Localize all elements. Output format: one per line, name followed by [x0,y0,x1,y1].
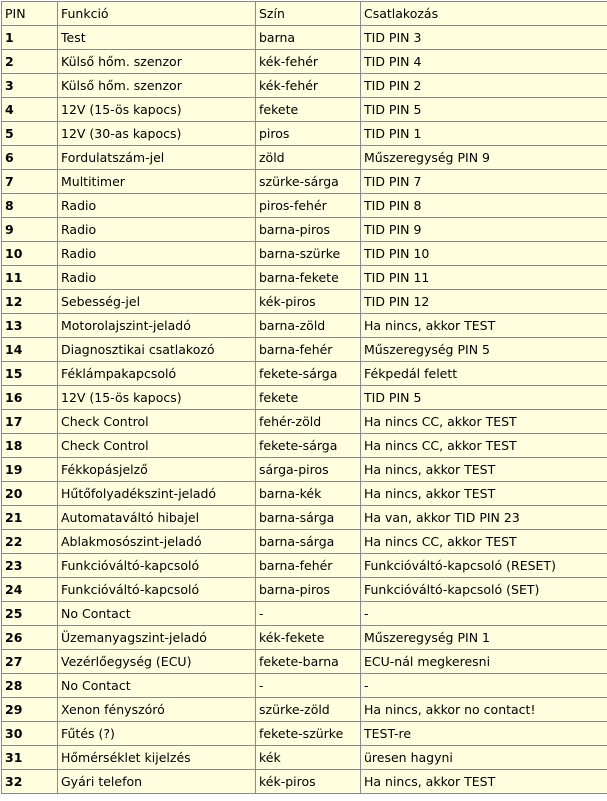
connection-cell: TID PIN 12 [361,290,607,314]
pin-cell: 25 [2,602,58,626]
pin-cell: 26 [2,626,58,650]
function-cell: Radio [58,266,256,290]
table-row [2,146,607,170]
function-cell: Check Control [58,434,256,458]
function-cell: Radio [58,242,256,266]
connection-cell: TEST-re [361,722,607,746]
function-cell: Fűtés (?) [58,722,256,746]
pin-cell: 5 [2,122,58,146]
function-cell: Üzemanyagszint-jeladó [58,626,256,650]
pin-cell: 6 [2,146,58,170]
color-cell: fehér-zöld [256,410,361,434]
connection-cell: ECU-nál megkeresni [361,650,607,674]
color-cell: barna-piros [256,578,361,602]
table-row [2,50,607,74]
table-row [2,434,607,458]
table-row [2,770,607,794]
pin-cell: 8 [2,194,58,218]
table-row [2,410,607,434]
function-cell: No Contact [58,674,256,698]
table-row [2,218,607,242]
table-row [2,674,607,698]
pin-table [1,1,607,794]
header-connection: Csatlakozás [361,2,607,26]
connection-cell: TID PIN 10 [361,242,607,266]
pin-cell: 9 [2,218,58,242]
function-cell: 12V (30-as kapocs) [58,122,256,146]
pin-cell: 28 [2,674,58,698]
color-cell: zöld [256,146,361,170]
function-cell: Hűtőfolyadékszint-jeladó [58,482,256,506]
pin-cell: 2 [2,50,58,74]
pin-cell: 15 [2,362,58,386]
connection-cell: üresen hagyni [361,746,607,770]
pin-cell: 19 [2,458,58,482]
table-row [2,722,607,746]
connection-cell: Műszeregység PIN 9 [361,146,607,170]
function-cell: Automataváltó hibajel [58,506,256,530]
pin-cell: 10 [2,242,58,266]
function-cell: Radio [58,194,256,218]
connection-cell: Fékpedál felett [361,362,607,386]
connection-cell: Ha nincs CC, akkor TEST [361,434,607,458]
pin-cell: 18 [2,434,58,458]
pin-cell: 17 [2,410,58,434]
function-cell: Test [58,26,256,50]
table-row [2,338,607,362]
pin-cell: 21 [2,506,58,530]
function-cell: Xenon fényszóró [58,698,256,722]
connection-cell: Ha nincs, akkor no contact! [361,698,607,722]
table-row [2,554,607,578]
table-row [2,242,607,266]
table-row [2,26,607,50]
color-cell: barna-fehér [256,554,361,578]
pin-cell: 3 [2,74,58,98]
connection-cell: Műszeregység PIN 5 [361,338,607,362]
connection-cell: Ha nincs, akkor TEST [361,482,607,506]
function-cell: Multitimer [58,170,256,194]
color-cell: piros-fehér [256,194,361,218]
color-cell: szürke-zöld [256,698,361,722]
connection-cell: TID PIN 5 [361,98,607,122]
color-cell: fekete-szürke [256,722,361,746]
table-row [2,650,607,674]
table-row [2,266,607,290]
table-row [2,530,607,554]
color-cell: kék-fehér [256,74,361,98]
color-cell: barna-zöld [256,314,361,338]
connection-cell: Ha nincs, akkor TEST [361,314,607,338]
color-cell: kék-piros [256,290,361,314]
function-cell: Féklámpakapcsoló [58,362,256,386]
header-pin: PIN [2,2,58,26]
function-cell: Vezérlőegység (ECU) [58,650,256,674]
color-cell: kék-piros [256,770,361,794]
function-cell: Radio [58,218,256,242]
color-cell: fekete [256,98,361,122]
color-cell: sárga-piros [256,458,361,482]
color-cell: - [256,602,361,626]
pin-cell: 29 [2,698,58,722]
connection-cell: TID PIN 7 [361,170,607,194]
color-cell: szürke-sárga [256,170,361,194]
table-row [2,74,607,98]
pin-cell: 4 [2,98,58,122]
connection-cell: TID PIN 4 [361,50,607,74]
pin-cell: 24 [2,578,58,602]
connection-cell: TID PIN 2 [361,74,607,98]
pin-cell: 16 [2,386,58,410]
color-cell: kék [256,746,361,770]
function-cell: Check Control [58,410,256,434]
connection-cell: TID PIN 11 [361,266,607,290]
table-row [2,314,607,338]
function-cell: Külső hőm. szenzor [58,50,256,74]
table-row [2,482,607,506]
color-cell: - [256,674,361,698]
function-cell: 12V (15-ös kapocs) [58,98,256,122]
pin-cell: 32 [2,770,58,794]
connection-cell: TID PIN 3 [361,26,607,50]
table-row [2,458,607,482]
function-cell: Külső hőm. szenzor [58,74,256,98]
function-cell: Motorolajszint-jeladó [58,314,256,338]
function-cell: Gyári telefon [58,770,256,794]
connection-cell: TID PIN 1 [361,122,607,146]
connection-cell: Műszeregység PIN 1 [361,626,607,650]
pin-cell: 30 [2,722,58,746]
connection-cell: - [361,674,607,698]
color-cell: barna-piros [256,218,361,242]
pin-cell: 20 [2,482,58,506]
table-row [2,362,607,386]
color-cell: barna [256,26,361,50]
pin-cell: 27 [2,650,58,674]
pin-cell: 12 [2,290,58,314]
pin-cell: 31 [2,746,58,770]
color-cell: piros [256,122,361,146]
connection-cell: TID PIN 8 [361,194,607,218]
table-row [2,626,607,650]
function-cell: 12V (15-ös kapocs) [58,386,256,410]
color-cell: fekete-sárga [256,362,361,386]
color-cell: barna-sárga [256,506,361,530]
function-cell: Fékkopásjelző [58,458,256,482]
color-cell: fekete [256,386,361,410]
header-color: Szín [256,2,361,26]
color-cell: barna-sárga [256,530,361,554]
function-cell: Hőmérséklet kijelzés [58,746,256,770]
function-cell: Sebesség-jel [58,290,256,314]
connection-cell: TID PIN 5 [361,386,607,410]
connection-cell: - [361,602,607,626]
table-row [2,746,607,770]
connection-cell: Ha nincs, akkor TEST [361,458,607,482]
color-cell: fekete-sárga [256,434,361,458]
table-row [2,386,607,410]
connection-cell: Ha nincs CC, akkor TEST [361,530,607,554]
color-cell: kék-fekete [256,626,361,650]
color-cell: kék-fehér [256,50,361,74]
function-cell: Fordulatszám-jel [58,146,256,170]
function-cell: Funkcióváltó-kapcsoló [58,578,256,602]
pin-cell: 13 [2,314,58,338]
function-cell: Funkcióváltó-kapcsoló [58,554,256,578]
pin-cell: 7 [2,170,58,194]
table-row [2,194,607,218]
table-row [2,290,607,314]
connection-cell: Ha nincs CC, akkor TEST [361,410,607,434]
pin-cell: 23 [2,554,58,578]
color-cell: barna-fekete [256,266,361,290]
table-row [2,578,607,602]
connection-cell: Funkcióváltó-kapcsoló (RESET) [361,554,607,578]
color-cell: barna-kék [256,482,361,506]
color-cell: barna-szürke [256,242,361,266]
connection-cell: Ha van, akkor TID PIN 23 [361,506,607,530]
table-row [2,602,607,626]
function-cell: No Contact [58,602,256,626]
pin-cell: 1 [2,26,58,50]
table-row [2,506,607,530]
table-row [2,698,607,722]
pin-cell: 22 [2,530,58,554]
header-row [2,2,607,26]
color-cell: fekete-barna [256,650,361,674]
connection-cell: TID PIN 9 [361,218,607,242]
function-cell: Ablakmosószint-jeladó [58,530,256,554]
header-function: Funkció [58,2,256,26]
table-row [2,122,607,146]
connection-cell: Ha nincs, akkor TEST [361,770,607,794]
table-row [2,170,607,194]
pin-cell: 11 [2,266,58,290]
function-cell: Diagnosztikai csatlakozó [58,338,256,362]
table-row [2,98,607,122]
connection-cell: Funkcióváltó-kapcsoló (SET) [361,578,607,602]
color-cell: barna-fehér [256,338,361,362]
pin-cell: 14 [2,338,58,362]
